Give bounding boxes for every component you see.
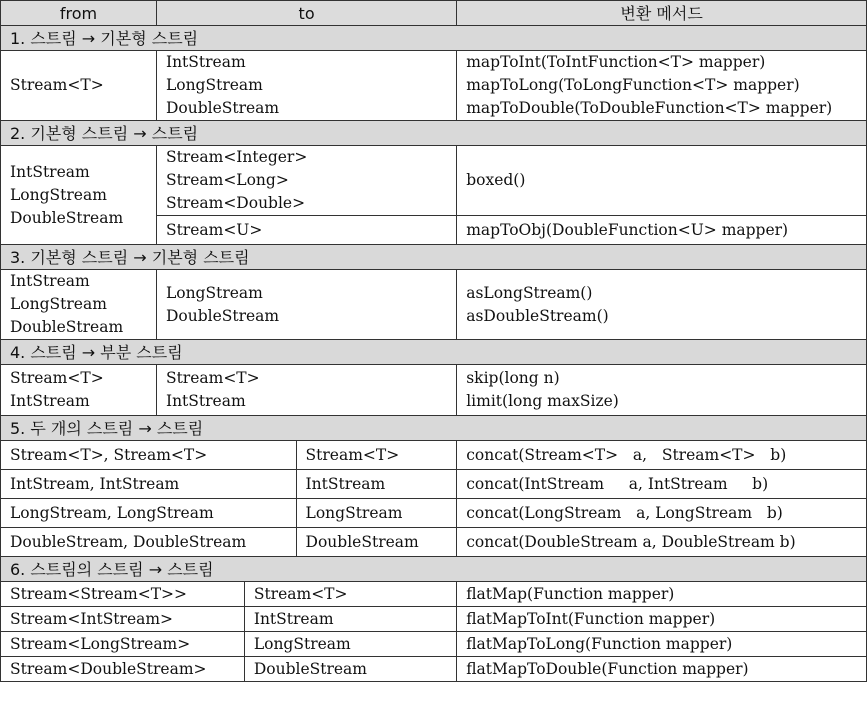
to-type: IntStream (165, 392, 246, 410)
to-cell: IntStream (244, 607, 456, 632)
to-type: Stream<T> (165, 369, 260, 387)
from-type: Stream<T> (10, 369, 104, 387)
section-5-title-row (1, 416, 867, 441)
method-cell (457, 51, 867, 121)
to-type: DoubleStream (165, 99, 280, 117)
to-cell: IntStream (296, 470, 457, 499)
table-header-row (1, 1, 867, 26)
table-row (1, 146, 867, 216)
from-cell: Stream<T> (1, 51, 157, 121)
to-cell: LongStream (244, 632, 456, 657)
method-cell: mapToObj(DoubleFunction<U> mapper) (457, 216, 867, 245)
from-type: IntStream (10, 162, 90, 181)
to-type: IntStream (165, 53, 246, 71)
method-cell: flatMapToDouble(Function mapper) (457, 657, 867, 682)
method-text: asLongStream() (466, 283, 593, 302)
method-cell (457, 270, 867, 340)
from-cell: Stream<Stream<T>> (1, 582, 245, 607)
from-cell: Stream<IntStream> (1, 607, 245, 632)
to-type: LongStream (165, 76, 263, 94)
to-cell: DoubleStream (244, 657, 456, 682)
to-cell (156, 51, 456, 121)
from-cell: Stream<LongStream> (1, 632, 245, 657)
table-row (1, 499, 867, 528)
to-type: Stream<Long> (165, 171, 289, 189)
from-type: LongStream (10, 295, 107, 313)
method-cell (457, 365, 867, 416)
header-from: from (1, 1, 157, 26)
section-6-title-row (1, 557, 867, 582)
header-method: 변환 메서드 (457, 1, 867, 26)
from-type: IntStream (10, 272, 90, 290)
method-cell: concat(LongStream a, LongStream b) (457, 499, 867, 528)
table-row (1, 657, 867, 682)
from-cell: Stream<DoubleStream> (1, 657, 245, 682)
table-row (1, 51, 867, 121)
from-cell: LongStream, LongStream (1, 499, 297, 528)
section-3-title-row (1, 245, 867, 270)
from-cell: DoubleStream, DoubleStream (1, 528, 297, 557)
section-title: 4. 스트림 → 부분 스트림 (1, 340, 867, 365)
section-title: 6. 스트림의 스트림 → 스트림 (1, 557, 867, 582)
method-cell: concat(IntStream a, IntStream b) (457, 470, 867, 499)
table-row (1, 441, 867, 470)
to-cell (156, 146, 456, 216)
section-1-title-row (1, 26, 867, 51)
method-cell: boxed() (457, 146, 867, 216)
header-to: to (156, 1, 456, 26)
to-type: DoubleStream (165, 306, 280, 325)
to-cell (156, 365, 456, 416)
to-cell: Stream<U> (156, 216, 456, 245)
section-title: 2. 기본형 스트림 → 스트림 (1, 121, 867, 146)
table-row (1, 270, 867, 340)
table-row (1, 365, 867, 416)
method-cell: flatMap(Function mapper) (457, 582, 867, 607)
section-2-title-row (1, 121, 867, 146)
section-title: 1. 스트림 → 기본형 스트림 (1, 26, 867, 51)
from-type: LongStream (10, 185, 107, 204)
to-cell (156, 270, 456, 340)
section-4-title-row (1, 340, 867, 365)
to-type: LongStream (165, 283, 263, 302)
to-cell: Stream<T> (244, 582, 456, 607)
method-text: mapToInt(ToIntFunction<T> mapper) (466, 53, 766, 71)
table-row (1, 632, 867, 657)
table-row (1, 582, 867, 607)
table-row (1, 607, 867, 632)
from-type: DoubleStream (10, 208, 124, 227)
method-text: limit(long maxSize) (466, 392, 619, 410)
from-cell (1, 146, 157, 245)
from-cell: Stream<T>, Stream<T> (1, 441, 297, 470)
from-cell: IntStream, IntStream (1, 470, 297, 499)
method-cell: flatMapToLong(Function mapper) (457, 632, 867, 657)
to-cell: DoubleStream (296, 528, 457, 557)
method-text: skip(long n) (466, 369, 560, 387)
to-cell: LongStream (296, 499, 457, 528)
to-type: Stream<Double> (165, 194, 306, 212)
section-title: 3. 기본형 스트림 → 기본형 스트림 (1, 245, 867, 270)
from-type: DoubleStream (10, 318, 124, 336)
to-cell: Stream<T> (296, 441, 457, 470)
method-text: mapToDouble(ToDoubleFunction<T> mapper) (466, 99, 833, 117)
table-row (1, 528, 867, 557)
method-cell: flatMapToInt(Function mapper) (457, 607, 867, 632)
from-type: IntStream (10, 392, 90, 410)
method-cell: concat(Stream<T> a, Stream<T> b) (457, 441, 867, 470)
from-cell (1, 365, 157, 416)
method-cell: concat(DoubleStream a, DoubleStream b) (457, 528, 867, 557)
to-type: Stream<Integer> (165, 148, 308, 166)
method-text: asDoubleStream() (466, 306, 609, 325)
from-cell (1, 270, 157, 340)
table-row (1, 470, 867, 499)
section-title: 5. 두 개의 스트림 → 스트림 (1, 416, 867, 441)
method-text: mapToLong(ToLongFunction<T> mapper) (466, 76, 800, 94)
